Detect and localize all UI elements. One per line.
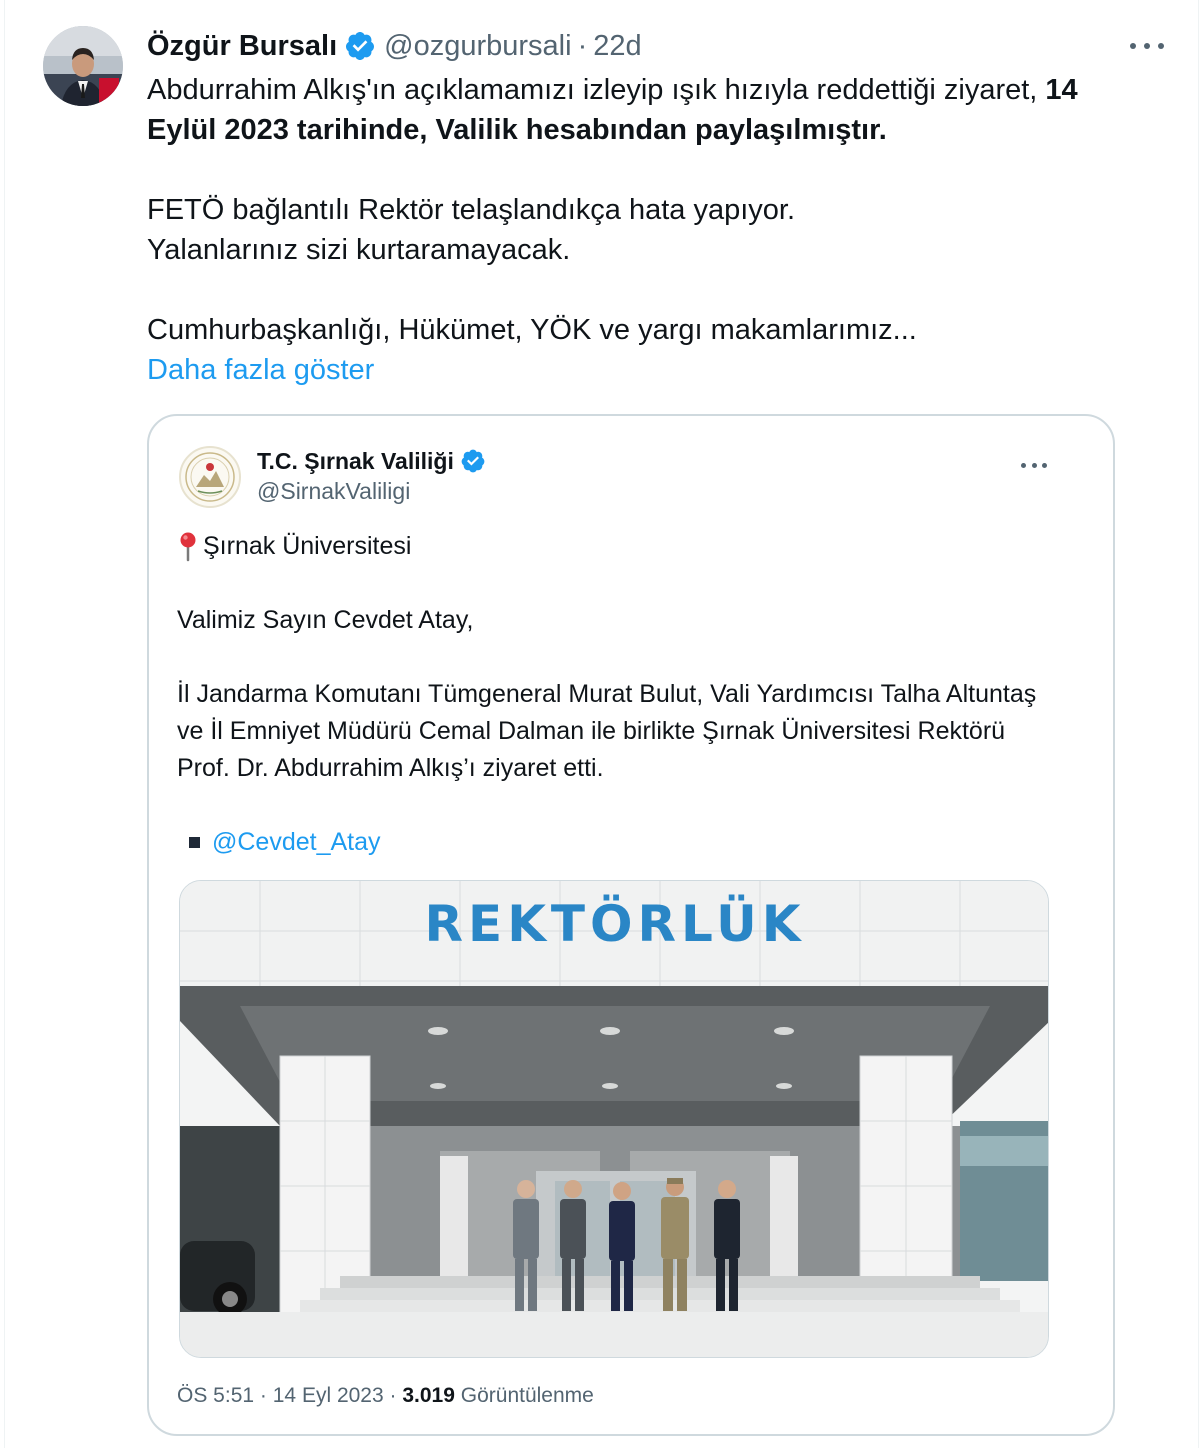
quoted-greeting: Valimiz Sayın Cevdet Atay,	[177, 606, 474, 634]
verified-badge-icon	[460, 448, 486, 474]
footer-separator: ·	[389, 1384, 397, 1407]
verified-badge-icon	[344, 30, 376, 62]
tweet-header	[147, 28, 642, 64]
tweet-text-bold: 14 Eylül 2023 tarihinde, Valilik hesabından paylaşılmıştır.	[147, 74, 1078, 146]
quoted-author-avatar[interactable]	[179, 446, 241, 508]
quoted-text	[177, 528, 1057, 861]
quoted-body: İl Jandarma Komutanı Tümgeneral Murat Bulut, Vali Yardımcısı Talha Altuntaş ve İl Emniyet Müdürü Cemal Dalman ile birlikte Şırnak Üniversitesi Rektörü Prof. Dr. Abdurrahim Alkış’ı ziyaret etti.	[177, 680, 1037, 782]
quoted-photo[interactable]	[179, 880, 1049, 1358]
tweet-text	[147, 70, 1147, 390]
quoted-tweet[interactable]	[147, 414, 1115, 1436]
emblem-icon	[184, 451, 236, 503]
author-name[interactable]: Özgür Bursalı	[147, 29, 338, 62]
author-handle[interactable]: @ozgurbursali	[384, 29, 572, 62]
tweet-timestamp[interactable]: 22d	[593, 29, 642, 62]
tweet-text-line1: Abdurrahim Alkış'ın açıklamamızı izleyip ışık hızıyla reddettiği ziyaret,	[147, 74, 1046, 106]
quoted-footer	[177, 1384, 594, 1408]
author-avatar[interactable]	[43, 26, 123, 106]
footer-separator: ·	[259, 1384, 267, 1407]
views-label: Görüntülenme	[460, 1384, 594, 1407]
tweet-text-para2-line1: FETÖ bağlantılı Rektör telaşlandıkça hata yapıyor.	[147, 194, 795, 226]
quoted-location: Şırnak Üniversitesi	[203, 532, 412, 560]
quoted-header	[257, 446, 486, 476]
more-options-icon[interactable]	[1130, 34, 1164, 58]
views-count: 3.019	[402, 1384, 455, 1407]
tweet-text-para3: Cumhurbaşkanlığı, Hükümet, YÖK ve yargı makamlarımız...	[147, 314, 917, 346]
tweet-card	[4, 0, 1199, 1448]
round-pushpin-icon	[177, 530, 199, 562]
quoted-more-options-icon[interactable]	[1021, 460, 1047, 470]
quoted-time[interactable]: ÖS 5:51	[177, 1384, 255, 1407]
quoted-date[interactable]: 14 Eyl 2023	[272, 1384, 384, 1407]
header-separator: ·	[577, 29, 588, 62]
quoted-author-handle[interactable]: @SirnakValiligi	[257, 478, 411, 504]
show-more-link[interactable]: Daha fazla göster	[147, 354, 375, 386]
mention-link[interactable]: @Cevdet_Atay	[212, 828, 381, 856]
quoted-author-name[interactable]: T.C. Şırnak Valiliği	[257, 447, 454, 474]
photo-sign-text: REKTÖRLÜK	[424, 895, 806, 953]
black-square-icon	[189, 837, 200, 848]
tweet-text-para2-line2: Yalanlarınız sizi kurtaramayacak.	[147, 234, 571, 266]
